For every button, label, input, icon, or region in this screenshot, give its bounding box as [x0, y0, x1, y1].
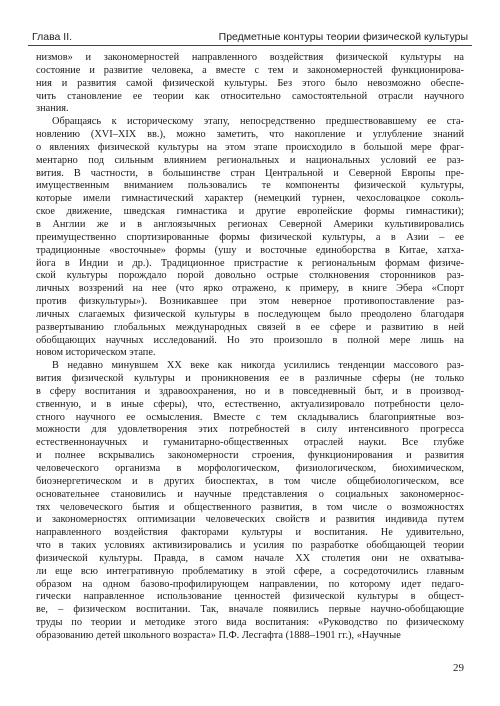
text-line: против физкультуры»). Возникавшее при этом неверное противопоставление раз-	[36, 296, 464, 308]
text-line: биоэнергетическом и в других биоспектах, в том числе общебиологическом, все	[36, 475, 464, 487]
text-line: новлению (XVI–XIX вв.), можно заметить, что накопление и углубление знаний	[36, 129, 464, 141]
text-line: ве, – физическом воспитании. Так, вначале появились первые научно-обобщающие	[36, 604, 464, 616]
text-line: ской культуры порождало порой довольно острые столкновения сторонников раз-	[36, 270, 464, 282]
text-line: можности для удовлетворения этих потребностей в силу интенсивного прогресса	[36, 424, 464, 436]
text-line: что в таких условиях активизировались и усилия по разработке обобщающей теории	[36, 540, 464, 552]
text-line: образованию детей школьного возраста» П.Ф. Лесгафта (1888–1901 гг.), «Научные	[36, 629, 401, 641]
text-line: основательнее становились и научные представления о социальных закономернос-	[36, 488, 464, 500]
text-line: вития. В частности, в большинстве стран Центральной и Северной Европы пре-	[36, 167, 464, 179]
text-line: обобщающих научных исследований. Но это произошло в полной мере лишь на	[36, 334, 464, 346]
text-line: чить становление ее теории как относительно самостоятельной отрасли научного	[36, 90, 464, 102]
text-line: ментарно под сильным влиянием региональных и национальных условий ее раз-	[36, 154, 464, 166]
paragraph	[36, 360, 464, 643]
text-line: йога в Индии и др.). Традиционное пристрастие к региональным формам физиче-	[36, 257, 464, 269]
text-line: новом историческом этапе.	[36, 347, 156, 359]
text-line: Обращаясь к историческому этапу, непосредственно предшествовавшему ее ста-	[52, 116, 464, 128]
text-line: низмов» и закономерностей направленного воздействия физической культуры на	[36, 52, 464, 63]
page-number: 29	[453, 662, 464, 674]
text-line: труды по теории и методике этого вида воспитания: «Руководство по физическому	[36, 617, 464, 629]
text-line: в Англии же и в англоязычных регионах Северной Америки культивировались	[36, 218, 464, 230]
text-line: ское движение, шведская гимнастика и другие европейские формы гимнастики);	[36, 206, 464, 218]
text-line: гически направленное использование ценностей физической культуры в общест-	[36, 591, 464, 603]
text-line: традиционные «восточные» формы (ушу и восточные единоборства в Китае, хатха-	[36, 244, 464, 256]
text-line: о явлениях физической культуры на этом этапе происходило в большой мере фраг-	[36, 141, 464, 153]
text-line: преимущественно спортизированные формы физической культуры, а в Азии – ее	[36, 231, 464, 243]
text-line: ственную, и в иные сферы), что, естественно, актуализировало потребности цело-	[36, 398, 464, 410]
text-line: состояние и развитие человека, а вместе с тем и закономерностей функционирова-	[36, 64, 464, 76]
text-line: в сферу воспитания и здравоохранения, но и в повседневный быт, и в производ-	[36, 385, 464, 397]
text-line: образом на одном базово-профилирующем направлении, по которому идет педаго-	[36, 578, 464, 590]
chapter-label: Глава II.	[32, 31, 73, 43]
text-line: ния и развития самой физической культуры. Без этого было невозможно обеспе-	[36, 77, 464, 89]
text-line: тях человеческого бытия и общественного развития, в том числе о возможностях	[36, 501, 464, 513]
running-header	[28, 28, 472, 46]
text-line: вития физической культуры и проникновения ее в различные сферы (не только	[36, 373, 464, 385]
text-line: развертыванию глобальных международных связей в ее сфере и развитию в ней	[36, 321, 464, 333]
section-title: Предметные контуры теории физической культуры	[218, 31, 468, 43]
header-rule	[28, 45, 472, 46]
text-line: и закономерностях оптимизации человеческих свойств и развития индивида путем	[36, 514, 464, 526]
text-line: естественнонаучных и гуманитарно-общественных отраслей науки. Все глубже	[36, 437, 464, 449]
text-line: стного научного ее осмысления. Вместе с тем складывались благоприятные воз-	[36, 411, 464, 423]
paragraph	[36, 116, 464, 360]
text-line: ли еще всю интегративную проблематику в этой сфере, а сосредоточились главным	[36, 565, 464, 577]
text-line: имущественным вниманием пользовались те компоненты физической культуры,	[36, 180, 464, 192]
text-line: и полнее вскрывались закономерности строения, функционирования и развития	[36, 450, 464, 462]
text-line: направленного воздействия факторами культуры и воспитания. Не удивительно,	[36, 527, 464, 539]
paragraph	[36, 52, 464, 116]
text-line: личных воззрений на нее (что ярко отражено, к примеру, в книге Эбера «Спорт	[36, 283, 464, 295]
text-line: которые имели гимнастический характер (немецкий турнен, чехословацкое соколь-	[36, 193, 464, 205]
text-line: физической культуры. Правда, в самом начале XX столетия они не охватыва-	[36, 552, 464, 564]
text-line: В недавно минувшем XX веке как никогда усилились тенденции массового раз-	[52, 360, 464, 372]
body-text	[36, 52, 464, 643]
text-line: человеческого организма в морфологическом, физиологическом, биохимическом,	[36, 463, 464, 474]
text-line: знания.	[36, 103, 69, 115]
text-line: личных слагаемых физической культуры в последующем было преодолено благодаря	[36, 308, 464, 320]
